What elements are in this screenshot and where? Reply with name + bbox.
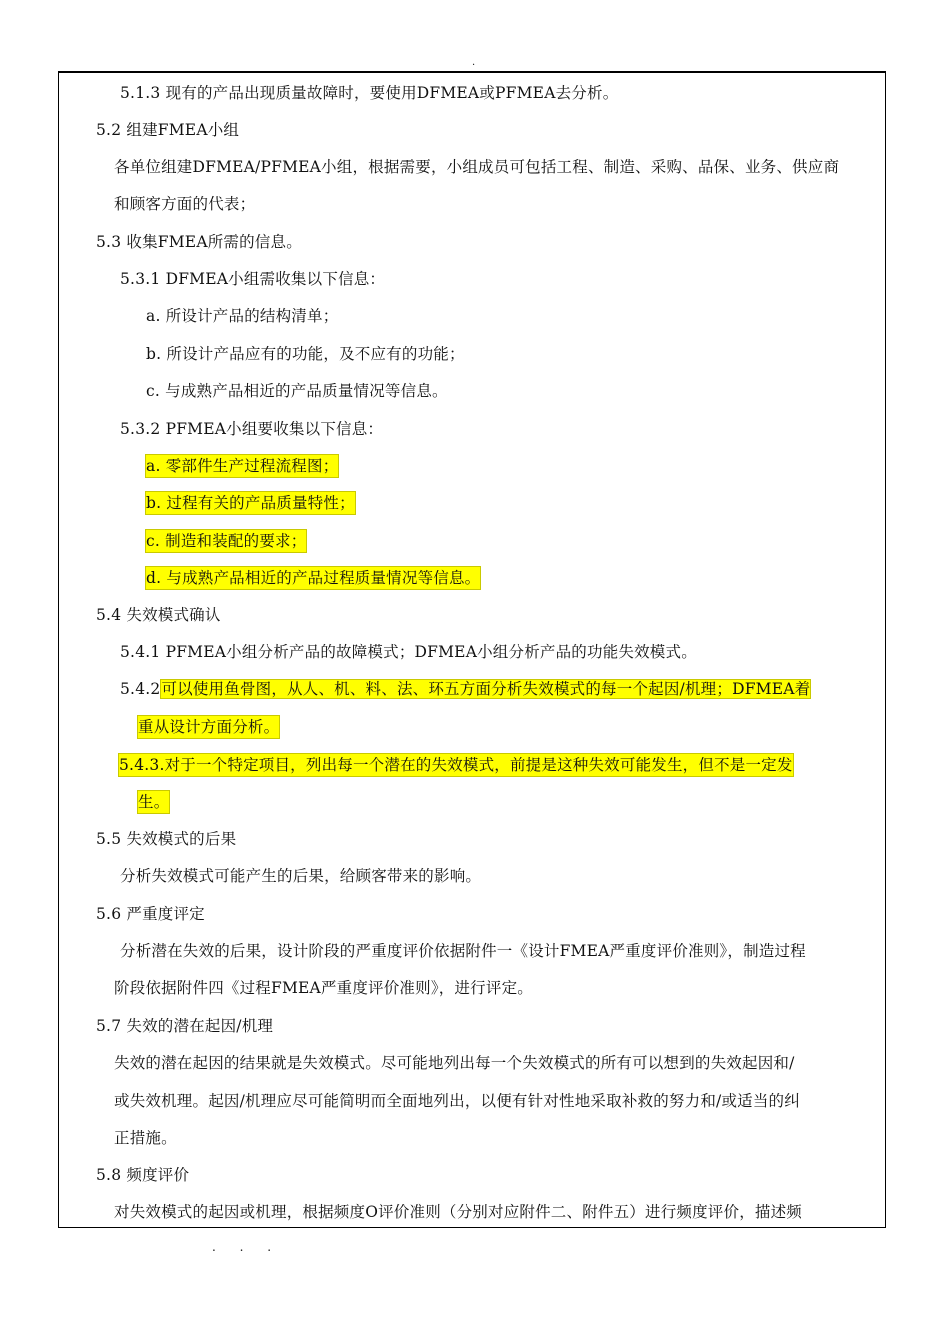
clause-5-4-3-line2: 生。 bbox=[137, 790, 170, 814]
list-item-5-3-2-a: a. 零部件生产过程流程图； bbox=[145, 454, 339, 478]
list-item-5-3-1-b: b. 所设计产品应有的功能，及不应有的功能； bbox=[146, 345, 465, 363]
paragraph-5-6-line2: 阶段依据附件四《过程FMEA严重度评价准则》，进行评定。 bbox=[114, 979, 533, 997]
clause-5-4-2-line2: 重从设计方面分析。 bbox=[137, 715, 280, 739]
heading-5-7: 5.7 失效的潜在起因/机理 bbox=[96, 1017, 274, 1035]
clause-5-3-2: 5.3.2 PFMEA小组要收集以下信息： bbox=[120, 420, 384, 438]
clause-5-4-2-number: 5.4.2 bbox=[120, 680, 161, 698]
header-dot: . bbox=[472, 57, 476, 68]
paragraph-5-2-line1: 各单位组建DFMEA/PFMEA小组，根据需要，小组成员可包括工程、制造、采购、品保、业务、供应商 bbox=[114, 158, 840, 176]
clause-5-4-2-highlight: 可以使用鱼骨图，从人、机、料、法、环五方面分析失效模式的每一个起因/机理；DFMEA着 bbox=[161, 680, 811, 698]
clause-5-4-3-line1: 5.4.3.对于一个特定项目，列出每一个潜在的失效模式，前提是这种失效可能发生，但不是一定发 bbox=[118, 753, 794, 777]
clause-5-4-1: 5.4.1 PFMEA小组分析产品的故障模式；DFMEA小组分析产品的功能失效模式。 bbox=[120, 643, 697, 661]
footer-dots: . . . bbox=[212, 1240, 282, 1254]
paragraph-5-7-line3: 正措施。 bbox=[114, 1129, 177, 1147]
paragraph-5-7-line2: 或失效机理。起因/机理应尽可能简明而全面地列出，以便有针对性地采取补救的努力和/或适当的纠 bbox=[114, 1092, 800, 1110]
heading-5-3: 5.3 收集FMEA所需的信息。 bbox=[96, 233, 302, 251]
paragraph-5-5: 分析失效模式可能产生的后果，给顾客带来的影响。 bbox=[120, 867, 482, 885]
heading-5-4: 5.4 失效模式确认 bbox=[96, 606, 221, 624]
list-item-5-3-1-c: c. 与成熟产品相近的产品质量情况等信息。 bbox=[146, 382, 448, 400]
list-item-5-3-2-c: c. 制造和装配的要求； bbox=[145, 529, 307, 553]
list-item-5-3-2-b: b. 过程有关的产品质量特性； bbox=[145, 491, 356, 515]
paragraph-5-8-line1: 对失效模式的起因或机理，根据频度O评价准则（分别对应附件二、附件五）进行频度评价，描述频 bbox=[114, 1203, 803, 1221]
clause-5-4-2-line1 bbox=[120, 678, 811, 700]
paragraph-5-2-line2: 和顾客方面的代表； bbox=[114, 195, 256, 213]
paragraph-5-7-line1: 失效的潜在起因的结果就是失效模式。尽可能地列出每一个失效模式的所有可以想到的失效起因和/ bbox=[114, 1054, 795, 1072]
heading-5-8: 5.8 频度评价 bbox=[96, 1166, 190, 1184]
clause-5-3-1: 5.3.1 DFMEA小组需收集以下信息： bbox=[120, 270, 386, 288]
list-item-5-3-2-d: d. 与成熟产品相近的产品过程质量情况等信息。 bbox=[145, 566, 481, 590]
clause-5-1-3: 5.1.3 现有的产品出现质量故障时，要使用DFMEA或PFMEA去分析。 bbox=[120, 84, 619, 102]
heading-5-2: 5.2 组建FMEA小组 bbox=[96, 121, 240, 139]
heading-5-5: 5.5 失效模式的后果 bbox=[96, 830, 237, 848]
heading-5-6: 5.6 严重度评定 bbox=[96, 905, 205, 923]
list-item-5-3-1-a: a. 所设计产品的结构清单； bbox=[146, 307, 339, 325]
paragraph-5-6-line1: 分析潜在失效的后果，设计阶段的严重度评价依据附件一《设计FMEA严重度评价准则》，制造过程 bbox=[120, 942, 806, 960]
